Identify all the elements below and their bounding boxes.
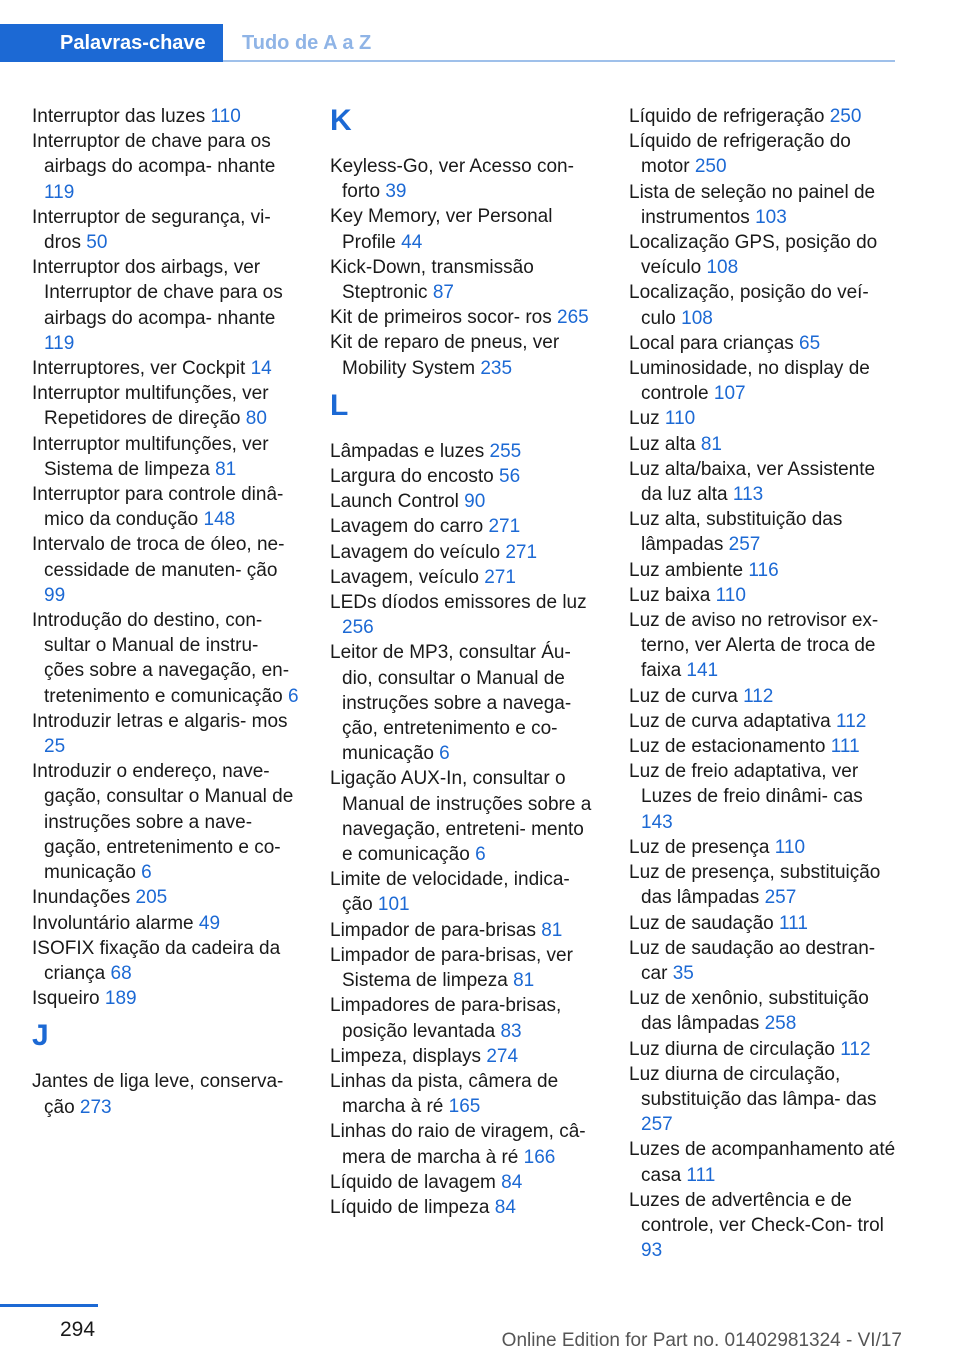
entry-text: Lista de seleção no painel de instrumentos (629, 181, 876, 228)
page-link[interactable]: 112 (840, 1038, 871, 1060)
entry-text: Luz de presença (629, 836, 770, 858)
page-link[interactable]: 65 (799, 332, 821, 354)
index-entry (32, 911, 300, 936)
index-entry (330, 464, 598, 489)
entry-text: Luz (629, 408, 660, 430)
index-entry (629, 1062, 897, 1138)
index-entry (629, 406, 897, 431)
page-link[interactable]: 189 (104, 988, 137, 1010)
entry-text: Lavagem do carro (330, 516, 484, 538)
page-link[interactable]: 166 (523, 1146, 556, 1168)
page-link[interactable]: 25 (44, 736, 66, 758)
entry-text: Luzes de advertência e de controle, ver Check-Con‐ trol (629, 1189, 884, 1236)
index-entry (629, 759, 897, 835)
entry-text: Líquido de lavagem (330, 1171, 496, 1193)
entry-text: Introduzir letras e algaris‐ mos (32, 710, 288, 732)
entry-text: ISOFIX fixação da cadeira da criança (32, 937, 281, 984)
page-link[interactable]: 110 (715, 584, 746, 606)
index-column-2 (330, 104, 598, 1220)
page-link[interactable]: 111 (686, 1164, 716, 1186)
entry-text: Líquido de refrigeração do motor (629, 131, 851, 178)
entry-text: Lavagem do veículo (330, 541, 501, 563)
page-link[interactable]: 257 (764, 887, 797, 909)
tab-a-to-z[interactable]: Tudo de A a Z (223, 24, 895, 62)
page-link[interactable]: 110 (664, 408, 696, 430)
page-link[interactable]: 87 (432, 282, 454, 304)
page-link[interactable]: 271 (488, 516, 521, 538)
entry-text: Interruptor para controle dinâ‐ mico da condução (32, 484, 284, 531)
index-entry (629, 583, 897, 608)
index-entry (629, 911, 897, 936)
index-entry (629, 936, 897, 986)
entry-text: Linhas da pista, câmera de marcha à ré (330, 1070, 559, 1118)
index-entry (629, 734, 897, 759)
index-entry (32, 356, 300, 381)
entry-text: Luz de curva adaptativa (629, 710, 831, 732)
page-link[interactable]: 6 (439, 743, 450, 765)
page-link[interactable]: 255 (489, 440, 522, 462)
entry-text: Local para crianças (629, 332, 794, 354)
index-entry (32, 709, 300, 759)
entry-text: Launch Control (330, 491, 459, 513)
index-entry (629, 860, 897, 910)
page-link[interactable]: 49 (198, 912, 221, 934)
page-link[interactable]: 84 (501, 1171, 523, 1193)
entry-text: Largura do encosto (330, 466, 494, 488)
index-entry (629, 230, 897, 280)
index-entry (32, 936, 300, 986)
index-column-3 (629, 104, 897, 1263)
page-link[interactable]: 68 (110, 962, 132, 984)
page-link[interactable]: 84 (494, 1196, 516, 1218)
page-link[interactable]: 143 (641, 811, 673, 833)
index-entry (32, 532, 300, 608)
header-tabs (0, 24, 895, 62)
index-entry (629, 608, 897, 684)
entry-text: Lâmpadas e luzes (330, 440, 485, 462)
page-link[interactable]: 119 (44, 181, 75, 203)
index-entry (629, 684, 897, 709)
page-link[interactable]: 257 (728, 534, 761, 556)
page-link[interactable]: 83 (500, 1020, 522, 1042)
entry-text: Interruptores, ver Cockpit (32, 358, 246, 380)
entry-text: Kick-Down, transmissão Steptronic (330, 256, 534, 304)
page-link[interactable]: 113 (732, 484, 764, 506)
entry-text: Líquido de limpeza (330, 1196, 490, 1218)
entry-text: Luz de saudação ao destran‐ car (629, 937, 876, 984)
entry-text: Limpeza, displays (330, 1045, 482, 1067)
entry-text: Luz diurna de circulação (629, 1038, 835, 1060)
index-entry (330, 1170, 598, 1195)
page-link[interactable]: 80 (245, 408, 267, 430)
entry-text: Luz alta (629, 433, 696, 455)
page-link[interactable]: 256 (342, 617, 374, 639)
entry-text: Jantes de liga leve, conserva‐ ção (32, 1071, 284, 1118)
entry-text: Isqueiro (32, 988, 100, 1010)
page-link[interactable]: 250 (694, 156, 727, 178)
page-link[interactable]: 6 (141, 862, 152, 884)
index-entry (629, 331, 897, 356)
section-letter: J (32, 1019, 49, 1053)
index-entry (330, 943, 598, 993)
index-entry (330, 330, 598, 380)
index-entry (330, 514, 598, 539)
entry-text: Luz baixa (629, 584, 711, 606)
index-entry (32, 986, 300, 1011)
page-link[interactable]: 107 (713, 383, 746, 405)
page-link[interactable]: 108 (706, 257, 739, 279)
entry-text: Interruptor multifunções, ver Repetidores de direção (32, 383, 269, 430)
page-link[interactable]: 271 (505, 541, 538, 563)
index-entry (330, 1195, 598, 1220)
page-link[interactable]: 39 (385, 181, 407, 203)
entry-text: Luzes de acompanhamento até casa (629, 1139, 896, 1186)
index-entry (32, 482, 300, 532)
page-link[interactable]: 81 (215, 458, 237, 480)
index-entry (629, 835, 897, 860)
page-link[interactable]: 81 (700, 433, 722, 455)
index-entry (629, 180, 897, 230)
index-entry (629, 104, 897, 129)
entry-text: Lavagem, veículo (330, 566, 479, 588)
index-entry (330, 540, 598, 565)
index-entry (32, 205, 300, 255)
entry-text: Inundações (32, 887, 131, 909)
index-entry (330, 305, 598, 330)
page-link[interactable]: 50 (86, 232, 108, 254)
page-link[interactable]: 111 (779, 912, 808, 934)
page-link[interactable]: 6 (287, 685, 299, 707)
page-link[interactable]: 101 (377, 894, 410, 916)
page-link[interactable]: 44 (401, 231, 423, 253)
page-link[interactable]: 250 (829, 106, 862, 127)
index-entry (330, 766, 598, 867)
index-entry (330, 640, 598, 766)
index-entry (330, 154, 598, 204)
entry-text: Luz alta, substituição das lâmpadas (629, 509, 843, 556)
index-column-1 (32, 104, 300, 1120)
entry-text: Introduzir o endereço, nave‐ gação, consultar o Manual de instruções sobre a nave‐ gação, entretenimento e co‐ municação (32, 761, 294, 884)
index-entry (330, 918, 598, 943)
entry-text: Limpador de para-brisas, ver Sistema de limpeza (330, 944, 573, 992)
index-entry (629, 1137, 897, 1187)
index-entry (330, 255, 598, 305)
page-link[interactable]: 141 (686, 660, 719, 682)
entry-text: Luz de saudação (629, 912, 774, 934)
page-number: 294 (60, 1318, 96, 1341)
entry-text: Líquido de refrigeração (629, 106, 825, 127)
index-entry (330, 204, 598, 254)
entry-text: Intervalo de troca de óleo, ne‐ cessidade de manuten‐ ção (32, 534, 285, 581)
tab-keywords[interactable]: Palavras-chave (0, 24, 223, 62)
entry-text: Limpadores de para-brisas, posição levantada (330, 995, 562, 1042)
index-entry (629, 356, 897, 406)
entry-text: Limpador de para-brisas (330, 919, 536, 941)
entry-text: Luminosidade, no display de controle (629, 358, 870, 405)
page-link[interactable]: 110 (774, 836, 806, 858)
edition-note: Online Edition for Part no. 01402981324 - VI/17 (501, 1330, 902, 1351)
entry-text: Localização GPS, posição do veículo (629, 232, 878, 279)
page-link[interactable]: 205 (135, 887, 168, 909)
index-entry (32, 381, 300, 431)
index-entry (32, 255, 300, 356)
index-entry (629, 129, 897, 179)
entry-text: Interruptor de segurança, vi‐ dros (32, 206, 271, 254)
page-link[interactable]: 110 (210, 106, 241, 127)
index-entry (32, 1069, 300, 1119)
entry-text: Luz de freio adaptativa, ver Luzes de freio dinâmi‐ cas (629, 761, 863, 808)
entry-text: Interruptor dos airbags, ver Interruptor de chave para os airbags do acompa‐ nhante (32, 257, 283, 329)
page-link[interactable]: 148 (203, 509, 236, 531)
section-letter: L (330, 388, 349, 422)
entry-text: Interruptor multifunções, ver Sistema de limpeza (32, 433, 269, 480)
page-link[interactable]: 112 (836, 710, 867, 732)
entry-text: Localização, posição do veí‐ culo (629, 282, 869, 329)
index-entry (330, 867, 598, 917)
entry-text: Kit de reparo de pneus, ver Mobility System (330, 332, 560, 379)
entry-text: Limite de velocidade, indica‐ ção (330, 869, 570, 916)
index-entry (629, 709, 897, 734)
entry-text: LEDs díodos emissores de luz (330, 592, 587, 614)
entry-text: Interruptor das luzes (32, 106, 206, 127)
entry-text: Linhas do raio de viragem, câ‐ mera de marcha à ré (330, 1121, 586, 1168)
index-entry (330, 1069, 598, 1119)
index-entry (330, 993, 598, 1043)
entry-text: Ligação AUX-In, consultar o Manual de instruções sobre a navegação, entreteni‐ mento e comunicação (330, 768, 592, 866)
index-entry (330, 439, 598, 464)
entry-text: Keyless-Go, ver Acesso con‐ forto (330, 156, 574, 203)
page-link[interactable]: 273 (79, 1096, 112, 1118)
page-link[interactable]: 165 (448, 1096, 481, 1118)
entry-text: Luz ambiente (629, 559, 744, 581)
page-link[interactable]: 14 (250, 358, 272, 380)
page-link[interactable]: 108 (681, 307, 713, 329)
page-link[interactable]: 112 (743, 685, 774, 707)
entry-text: Introdução do destino, con‐ sultar o Manual de instru‐ ções sobre a navegação, en‐ tretenimento e comunicação (32, 610, 290, 707)
index-entry (32, 432, 300, 482)
index-entry (629, 1037, 897, 1062)
section-letter: K (330, 104, 352, 137)
page-link[interactable]: 119 (44, 332, 75, 354)
entry-text: Involuntário alarme (32, 912, 194, 934)
page-link[interactable]: 265 (557, 307, 589, 329)
entry-text: Luz de estacionamento (629, 736, 826, 758)
page-link[interactable]: 257 (641, 1114, 673, 1136)
index-entry (629, 457, 897, 507)
index-entry (629, 986, 897, 1036)
page-link[interactable]: 81 (541, 919, 563, 941)
index-entry (32, 885, 300, 910)
entry-text: Luz diurna de circulação, substituição das lâmpa‐ das (629, 1063, 877, 1110)
entry-text: Interruptor de chave para os airbags do acompa‐ nhante (32, 131, 276, 178)
index-entry (330, 489, 598, 514)
page-link[interactable]: 81 (513, 970, 535, 992)
index-entry (629, 558, 897, 583)
entry-text: Luz de aviso no retrovisor ex‐ terno, ver Alerta de troca de faixa (629, 610, 879, 682)
index-entry (629, 280, 897, 330)
entry-text: Luz de curva (629, 685, 738, 707)
index-entry (32, 608, 300, 709)
entry-text: Key Memory, ver Personal Profile (330, 206, 553, 253)
page-link[interactable]: 103 (755, 206, 787, 228)
page-link[interactable]: 93 (641, 1240, 663, 1262)
index-entry (32, 104, 300, 129)
page-link[interactable]: 271 (484, 566, 516, 588)
index-entry (330, 565, 598, 590)
page-link[interactable]: 116 (748, 559, 779, 581)
page-link[interactable]: 99 (44, 584, 66, 606)
page-link[interactable]: 90 (464, 491, 486, 513)
index-entry (629, 432, 897, 457)
entry-text: Leitor de MP3, consultar Áu‐ dio, consultar o Manual de instruções sobre a navega‐ ção, entretenimento e co‐ municação (330, 642, 572, 765)
footer-rule (0, 1304, 98, 1307)
index-entry (32, 129, 300, 205)
page-link[interactable]: 35 (672, 962, 694, 984)
page-link[interactable]: 56 (499, 466, 521, 488)
page-link[interactable]: 274 (486, 1045, 519, 1067)
page-link[interactable]: 6 (475, 844, 486, 866)
entry-text: Luz de xenônio, substituição das lâmpadas (629, 988, 869, 1035)
page-link[interactable]: 235 (480, 357, 513, 379)
index-entry (330, 1119, 598, 1169)
index-entry (330, 1044, 598, 1069)
entry-text: Luz de presença, substituição das lâmpadas (629, 862, 881, 909)
index-entry (629, 507, 897, 557)
page-link[interactable]: 111 (830, 736, 860, 758)
entry-text: Kit de primeiros socor‐ ros (330, 307, 552, 329)
page-link[interactable]: 258 (764, 1013, 797, 1035)
index-entry (629, 1188, 897, 1264)
entry-text: Luz alta/baixa, ver Assistente da luz alta (629, 458, 876, 506)
index-entry (32, 759, 300, 885)
index-entry (330, 590, 598, 640)
